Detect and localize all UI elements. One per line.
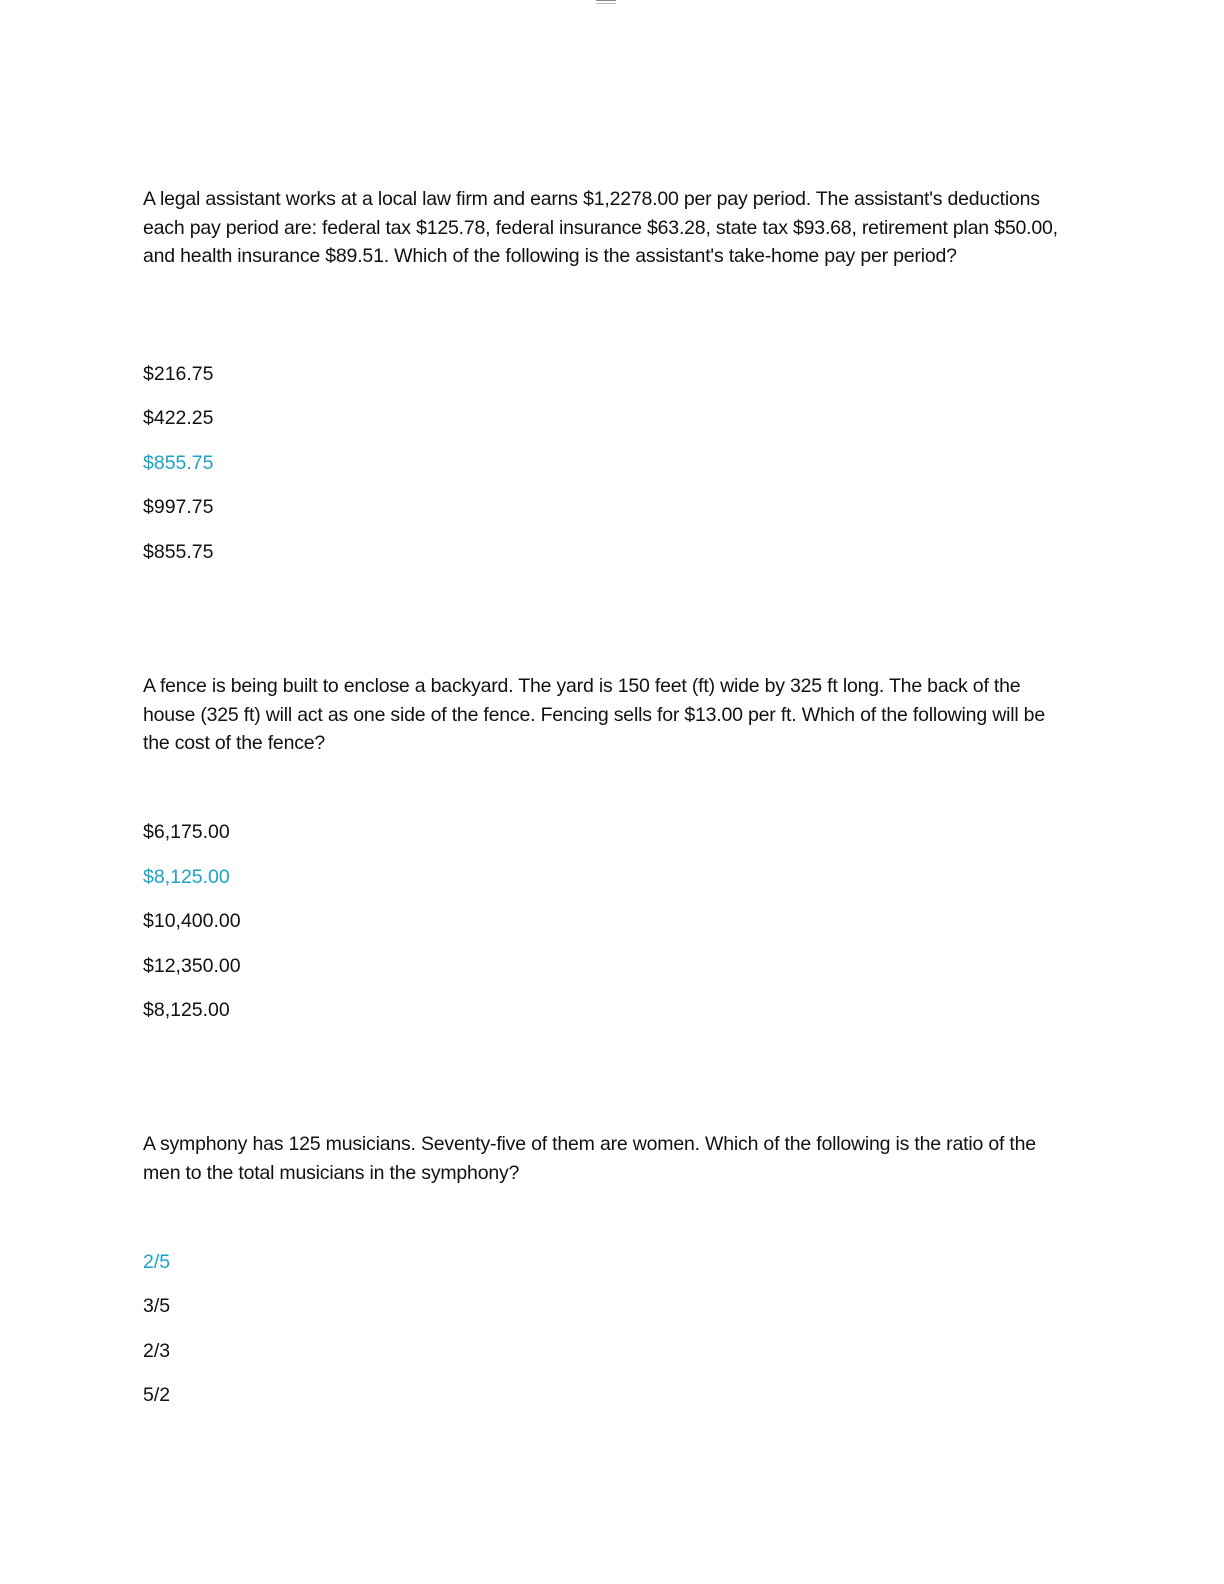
question-3-option-3: 2/3: [143, 1340, 171, 1362]
question-1-option-1: $216.75: [143, 363, 214, 385]
question-1-option-2: $422.25: [143, 407, 214, 429]
question-2-option-3: $10,400.00: [143, 910, 241, 932]
question-2-text: A fence is being built to enclose a backyard. The yard is 150 feet (ft) wide by 325 ft long. The back of the house (325 ft) will act as one side of the fence. Fencing sells for $13.00 per ft. Which of the following will be the cost of the fence?: [143, 675, 1045, 754]
question-3-option-1-highlighted: 2/5: [143, 1251, 171, 1273]
question-2-option-2-highlighted: $8,125.00: [143, 866, 230, 888]
question-1-option-5: $855.75: [143, 541, 214, 563]
page-header-mark: [596, 0, 616, 4]
question-2-option-1: $6,175.00: [143, 821, 230, 843]
question-1-option-3-highlighted: $855.75: [143, 452, 214, 474]
question-3-option-4: 5/2: [143, 1384, 171, 1406]
question-2-option-5: $8,125.00: [143, 999, 230, 1021]
question-3-option-2: 3/5: [143, 1295, 171, 1317]
question-3-text: A symphony has 125 musicians. Seventy-five of them are women. Which of the following is the ratio of the men to the total musicians in the symphony?: [143, 1133, 1036, 1184]
question-1-option-4: $997.75: [143, 496, 214, 518]
question-2-option-4: $12,350.00: [143, 955, 241, 977]
question-1-text: A legal assistant works at a local law firm and earns $1,2278.00 per pay period. The assistant's deductions each pay period are: federal tax $125.78, federal insurance $63.28, state tax $93.68, retirement plan $50.00, and health insurance $89.51. Which of the following is the assistant's take-home pay per period?: [143, 188, 1058, 267]
